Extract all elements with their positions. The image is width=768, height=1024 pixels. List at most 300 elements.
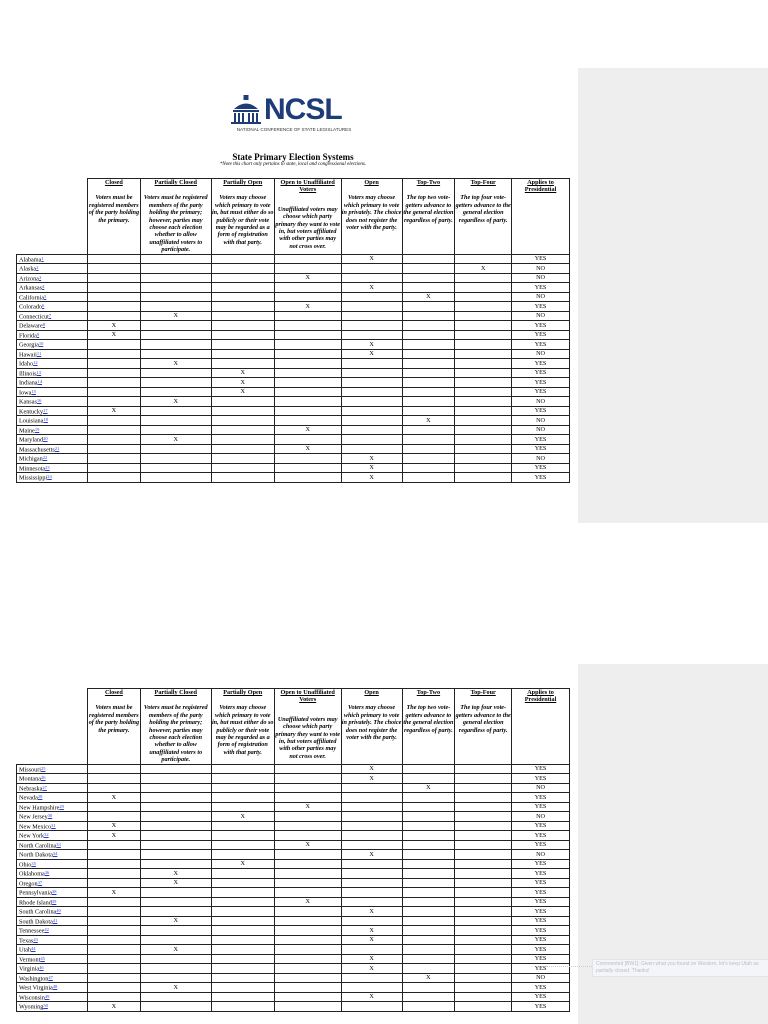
system-cell: X xyxy=(140,945,211,955)
footnote-link[interactable]: 12 xyxy=(33,360,38,366)
presidential-cell: NO xyxy=(512,454,570,464)
table-row xyxy=(17,368,570,378)
footnote-link[interactable]: 33 xyxy=(56,841,61,847)
system-cell xyxy=(341,945,402,955)
system-cell xyxy=(211,416,274,426)
presidential-cell: NO xyxy=(512,349,570,359)
system-cell xyxy=(211,473,274,483)
column-header xyxy=(341,179,402,255)
state-name: Pennsylvania xyxy=(19,889,52,897)
footnote-link[interactable]: 45 xyxy=(40,955,45,961)
footnote-link[interactable]: 27 xyxy=(42,784,47,790)
footnote-link[interactable]: 17 xyxy=(43,407,48,413)
footnote-link[interactable]: 22 xyxy=(42,455,48,461)
presidential-cell: YES xyxy=(512,916,570,926)
system-cell xyxy=(211,764,274,774)
table-row xyxy=(17,349,570,359)
state-cell xyxy=(17,254,88,264)
system-cell xyxy=(211,330,274,340)
state-name: Nebraska xyxy=(19,785,43,793)
column-header xyxy=(402,179,455,255)
column-name: Closed xyxy=(104,689,123,696)
system-cell xyxy=(274,935,341,945)
system-cell xyxy=(274,793,341,803)
system-cell xyxy=(140,850,211,860)
footnote-link[interactable]: 11 xyxy=(36,350,42,356)
presidential-cell: YES xyxy=(512,926,570,936)
header-corner xyxy=(17,179,88,255)
system-cell xyxy=(140,425,211,435)
system-cell xyxy=(140,330,211,340)
footnote-link[interactable]: 34 xyxy=(52,851,58,857)
system-cell: X xyxy=(341,463,402,473)
state-name: Wyoming xyxy=(19,1003,44,1011)
column-header xyxy=(341,689,402,765)
system-cell xyxy=(211,463,274,473)
table-row xyxy=(17,774,570,784)
column-description: Voters may choose which primary to vote in privately. The choice does not register the voter with the party. xyxy=(341,704,402,742)
system-cell xyxy=(140,406,211,416)
system-cell xyxy=(274,888,341,898)
state-cell xyxy=(17,416,88,426)
table-row xyxy=(17,406,570,416)
table-row xyxy=(17,321,570,331)
system-cell xyxy=(455,992,512,1002)
column-name: Partially Open xyxy=(223,179,263,186)
system-cell xyxy=(455,416,512,426)
state-name: Hawaii xyxy=(19,351,37,359)
system-cell xyxy=(140,454,211,464)
state-name: Illinois xyxy=(19,370,37,378)
system-cell xyxy=(88,840,141,850)
system-cell xyxy=(402,907,455,917)
system-cell: X xyxy=(341,349,402,359)
footnote-link[interactable]: 35 xyxy=(31,860,36,866)
footnote-link[interactable]: 38 xyxy=(52,889,57,895)
column-header xyxy=(274,689,341,765)
system-cell xyxy=(402,359,455,369)
column-description: Voters must be registered members of the party holding the primary; however, parties may choose each election whether to allow unaffiliated voters to participate. xyxy=(143,704,208,764)
system-cell xyxy=(211,444,274,454)
system-cell xyxy=(211,349,274,359)
state-cell xyxy=(17,878,88,888)
system-cell: X xyxy=(140,878,211,888)
footnote-link[interactable]: 3 xyxy=(38,274,42,280)
capitol-dome-icon xyxy=(228,95,264,125)
footnote-link[interactable]: 36 xyxy=(44,870,50,876)
state-cell xyxy=(17,793,88,803)
system-cell xyxy=(88,964,141,974)
system-cell xyxy=(140,302,211,312)
footnote-link[interactable]: 43 xyxy=(33,936,38,942)
system-cell xyxy=(341,368,402,378)
system-cell xyxy=(402,850,455,860)
footnote-link[interactable]: 7 xyxy=(48,312,52,318)
state-cell xyxy=(17,397,88,407)
system-cell: X xyxy=(274,273,341,283)
system-cell: X xyxy=(274,302,341,312)
system-cell xyxy=(88,992,141,1002)
system-cell: X xyxy=(341,964,402,974)
comment-connector xyxy=(546,966,592,967)
system-cell xyxy=(455,831,512,841)
presidential-cell: NO xyxy=(512,311,570,321)
table-row xyxy=(17,973,570,983)
system-cell xyxy=(140,926,211,936)
system-cell xyxy=(211,302,274,312)
system-cell xyxy=(140,897,211,907)
footnote-link[interactable]: 23 xyxy=(45,464,50,470)
table-row xyxy=(17,802,570,812)
presidential-cell: YES xyxy=(512,869,570,879)
system-cell xyxy=(140,783,211,793)
system-cell xyxy=(211,793,274,803)
system-cell xyxy=(274,387,341,397)
system-cell xyxy=(274,359,341,369)
table-row xyxy=(17,254,570,264)
system-cell xyxy=(274,311,341,321)
system-cell xyxy=(341,435,402,445)
column-header xyxy=(455,689,512,765)
system-cell xyxy=(140,283,211,293)
column-header xyxy=(512,689,570,765)
system-cell xyxy=(455,283,512,293)
footnote-link[interactable]: 1 xyxy=(41,255,44,261)
footnote-link[interactable]: 49 xyxy=(44,993,50,999)
presidential-cell: NO xyxy=(512,783,570,793)
footnote-link[interactable]: 24 xyxy=(47,474,52,480)
system-cell xyxy=(341,983,402,993)
column-name: Top-Two xyxy=(416,179,441,186)
system-cell: X xyxy=(140,983,211,993)
system-cell xyxy=(455,916,512,926)
system-cell xyxy=(455,368,512,378)
state-name: New Jersey xyxy=(19,813,48,821)
system-cell xyxy=(455,840,512,850)
system-cell xyxy=(88,359,141,369)
system-cell xyxy=(402,473,455,483)
footnote-link[interactable]: 40 xyxy=(56,908,61,914)
system-cell xyxy=(402,254,455,264)
footnote-link[interactable]: 21 xyxy=(54,445,60,451)
system-cell: X xyxy=(140,435,211,445)
state-name: Nevada xyxy=(19,794,38,802)
footnote-link[interactable]: 18 xyxy=(43,417,48,423)
footnote-link[interactable]: 19 xyxy=(34,426,40,432)
system-cell xyxy=(274,283,341,293)
system-cell xyxy=(140,802,211,812)
system-cell xyxy=(455,907,512,917)
footnote-link[interactable]: 39 xyxy=(51,898,57,904)
page-title: State Primary Election Systems xyxy=(232,152,354,162)
column-header xyxy=(211,689,274,765)
state-cell xyxy=(17,774,88,784)
system-cell: X xyxy=(341,935,402,945)
system-cell xyxy=(274,926,341,936)
system-cell: X xyxy=(341,254,402,264)
system-cell xyxy=(274,954,341,964)
table-row xyxy=(17,783,570,793)
state-name: Utah xyxy=(19,946,32,954)
table-row xyxy=(17,454,570,464)
system-cell xyxy=(88,473,141,483)
footnote-link[interactable]: 30 xyxy=(47,813,53,819)
footnote-link[interactable]: 13 xyxy=(36,369,42,375)
presidential-cell: YES xyxy=(512,983,570,993)
system-cell xyxy=(211,359,274,369)
system-cell xyxy=(455,340,512,350)
system-cell xyxy=(402,831,455,841)
system-cell xyxy=(455,359,512,369)
system-cell xyxy=(274,812,341,822)
system-cell xyxy=(211,926,274,936)
system-cell xyxy=(402,821,455,831)
footnote-link[interactable]: 48 xyxy=(52,984,58,990)
system-cell xyxy=(140,321,211,331)
footnote-link[interactable]: 41 xyxy=(52,917,58,923)
state-cell xyxy=(17,444,88,454)
system-cell: X xyxy=(402,783,455,793)
system-cell xyxy=(140,859,211,869)
state-name: Indiana xyxy=(19,379,38,387)
system-cell: X xyxy=(88,888,141,898)
footnote-link[interactable]: 50 xyxy=(43,1003,48,1009)
system-cell xyxy=(402,888,455,898)
footnote-link[interactable]: 2 xyxy=(36,265,39,271)
state-name: New York xyxy=(19,832,45,840)
state-name: Washington xyxy=(19,975,49,983)
system-cell xyxy=(341,973,402,983)
presidential-cell: YES xyxy=(512,935,570,945)
system-cell xyxy=(341,444,402,454)
system-cell xyxy=(211,1002,274,1012)
presidential-cell: YES xyxy=(512,359,570,369)
review-comment[interactable]: Commented [BW1]: Given what you found on Western, let's keep Utah as partially closed. Thanks! xyxy=(592,959,768,977)
system-cell xyxy=(341,264,402,274)
presidential-cell: YES xyxy=(512,330,570,340)
system-cell xyxy=(88,368,141,378)
footnote-link[interactable]: 32 xyxy=(44,832,49,838)
state-cell xyxy=(17,435,88,445)
table-row xyxy=(17,954,570,964)
system-cell xyxy=(211,340,274,350)
system-cell xyxy=(455,869,512,879)
column-name: Top-Two xyxy=(416,689,441,696)
table-row xyxy=(17,926,570,936)
system-cell xyxy=(88,444,141,454)
column-description: Voters must be registered members of the party holding the primary. xyxy=(88,704,140,734)
presidential-cell: YES xyxy=(512,387,570,397)
table-row xyxy=(17,435,570,445)
table-row xyxy=(17,302,570,312)
footnote-link[interactable]: 25 xyxy=(41,765,46,771)
state-cell xyxy=(17,311,88,321)
system-cell xyxy=(455,983,512,993)
system-cell xyxy=(341,888,402,898)
footnote-link[interactable]: 16 xyxy=(36,398,42,404)
system-cell xyxy=(402,945,455,955)
system-cell xyxy=(455,473,512,483)
logo-wordmark: NCSL xyxy=(264,93,342,126)
system-cell xyxy=(211,973,274,983)
system-cell xyxy=(402,764,455,774)
system-cell xyxy=(402,774,455,784)
system-cell xyxy=(88,774,141,784)
footnote-link[interactable]: 37 xyxy=(37,879,43,885)
table-row xyxy=(17,264,570,274)
table-row xyxy=(17,869,570,879)
system-cell: X xyxy=(88,330,141,340)
footnote-link[interactable]: 15 xyxy=(31,388,36,394)
system-cell xyxy=(88,311,141,321)
table-row xyxy=(17,444,570,454)
state-cell xyxy=(17,831,88,841)
presidential-cell: YES xyxy=(512,368,570,378)
state-cell xyxy=(17,387,88,397)
presidential-cell: YES xyxy=(512,302,570,312)
system-cell xyxy=(211,802,274,812)
state-name: Iowa xyxy=(19,389,32,397)
state-cell xyxy=(17,273,88,283)
system-cell xyxy=(140,444,211,454)
system-cell xyxy=(402,992,455,1002)
column-header xyxy=(88,689,141,765)
state-cell xyxy=(17,954,88,964)
system-cell xyxy=(88,907,141,917)
presidential-cell: YES xyxy=(512,802,570,812)
table-row xyxy=(17,473,570,483)
footnote-link[interactable]: 28 xyxy=(37,794,43,800)
state-name: Oklahoma xyxy=(19,870,45,878)
state-name: Texas xyxy=(19,937,34,945)
footnote-link[interactable]: 20 xyxy=(43,436,48,442)
table-row xyxy=(17,850,570,860)
column-description: The top four vote-getters advance to the general election regardless of party. xyxy=(455,704,511,734)
state-cell xyxy=(17,783,88,793)
system-cell xyxy=(341,878,402,888)
system-cell xyxy=(211,254,274,264)
footnote-link[interactable]: 10 xyxy=(38,341,44,347)
system-cell xyxy=(455,349,512,359)
system-cell xyxy=(341,330,402,340)
system-cell xyxy=(402,454,455,464)
column-name: Applies to Presidential xyxy=(524,689,557,704)
state-cell xyxy=(17,897,88,907)
system-cell xyxy=(274,435,341,445)
system-cell xyxy=(140,964,211,974)
state-cell xyxy=(17,368,88,378)
column-header xyxy=(455,179,512,255)
footnote-link[interactable]: 31 xyxy=(51,822,56,828)
footnote-link[interactable]: 4 xyxy=(42,284,45,290)
state-name: Michigan xyxy=(19,455,43,463)
system-cell xyxy=(402,349,455,359)
system-cell: X xyxy=(88,406,141,416)
state-cell xyxy=(17,378,88,388)
system-cell xyxy=(274,831,341,841)
state-cell xyxy=(17,302,88,312)
footnote-link[interactable]: 6 xyxy=(42,303,45,309)
system-cell xyxy=(211,992,274,1002)
footnote-link[interactable]: 47 xyxy=(48,974,53,980)
system-cell xyxy=(274,916,341,926)
state-cell xyxy=(17,473,88,483)
footnote-link[interactable]: 46 xyxy=(39,965,44,971)
table-row xyxy=(17,387,570,397)
presidential-cell: YES xyxy=(512,897,570,907)
footnote-link[interactable]: 14 xyxy=(37,379,43,385)
system-cell xyxy=(211,397,274,407)
system-cell xyxy=(140,349,211,359)
system-cell xyxy=(341,359,402,369)
system-cell xyxy=(341,831,402,841)
system-cell xyxy=(341,311,402,321)
system-cell xyxy=(211,840,274,850)
system-cell: X xyxy=(341,907,402,917)
system-cell xyxy=(211,907,274,917)
system-cell xyxy=(455,821,512,831)
system-cell: X xyxy=(341,454,402,464)
system-cell xyxy=(455,378,512,388)
state-name: Louisiana xyxy=(19,417,44,425)
comment-margin-top xyxy=(578,68,768,523)
state-cell xyxy=(17,340,88,350)
system-cell: X xyxy=(341,764,402,774)
system-cell xyxy=(88,425,141,435)
system-cell xyxy=(455,254,512,264)
state-name: West Virginia xyxy=(19,984,53,992)
system-cell xyxy=(274,321,341,331)
system-cell xyxy=(88,935,141,945)
system-cell xyxy=(274,973,341,983)
system-cell xyxy=(274,454,341,464)
system-cell xyxy=(211,888,274,898)
presidential-cell: NO xyxy=(512,973,570,983)
footnote-link[interactable]: 42 xyxy=(44,927,49,933)
system-cell xyxy=(341,869,402,879)
table-row xyxy=(17,897,570,907)
footnote-link[interactable]: 8 xyxy=(42,322,45,328)
presidential-cell: YES xyxy=(512,831,570,841)
system-cell: X xyxy=(88,1002,141,1012)
system-cell xyxy=(88,850,141,860)
system-cell xyxy=(88,945,141,955)
presidential-cell: NO xyxy=(512,292,570,302)
footnote-link[interactable]: 26 xyxy=(41,775,46,781)
system-cell xyxy=(455,311,512,321)
system-cell: X xyxy=(274,802,341,812)
table-row xyxy=(17,945,570,955)
state-cell xyxy=(17,425,88,435)
footnote-link[interactable]: 9 xyxy=(36,331,40,337)
state-cell xyxy=(17,840,88,850)
column-header xyxy=(274,179,341,255)
table-row xyxy=(17,831,570,841)
footnote-link[interactable]: 29 xyxy=(59,803,64,809)
system-cell xyxy=(455,764,512,774)
state-name: New Hampshire xyxy=(19,804,60,812)
table-row xyxy=(17,397,570,407)
footnote-link[interactable]: 5 xyxy=(44,293,47,299)
footnote-link[interactable]: 44 xyxy=(31,946,36,952)
table-row xyxy=(17,859,570,869)
column-name: Partially Closed xyxy=(154,179,197,186)
system-cell xyxy=(455,397,512,407)
system-cell: X xyxy=(140,311,211,321)
system-cell xyxy=(88,254,141,264)
system-cell xyxy=(455,302,512,312)
presidential-cell: YES xyxy=(512,406,570,416)
